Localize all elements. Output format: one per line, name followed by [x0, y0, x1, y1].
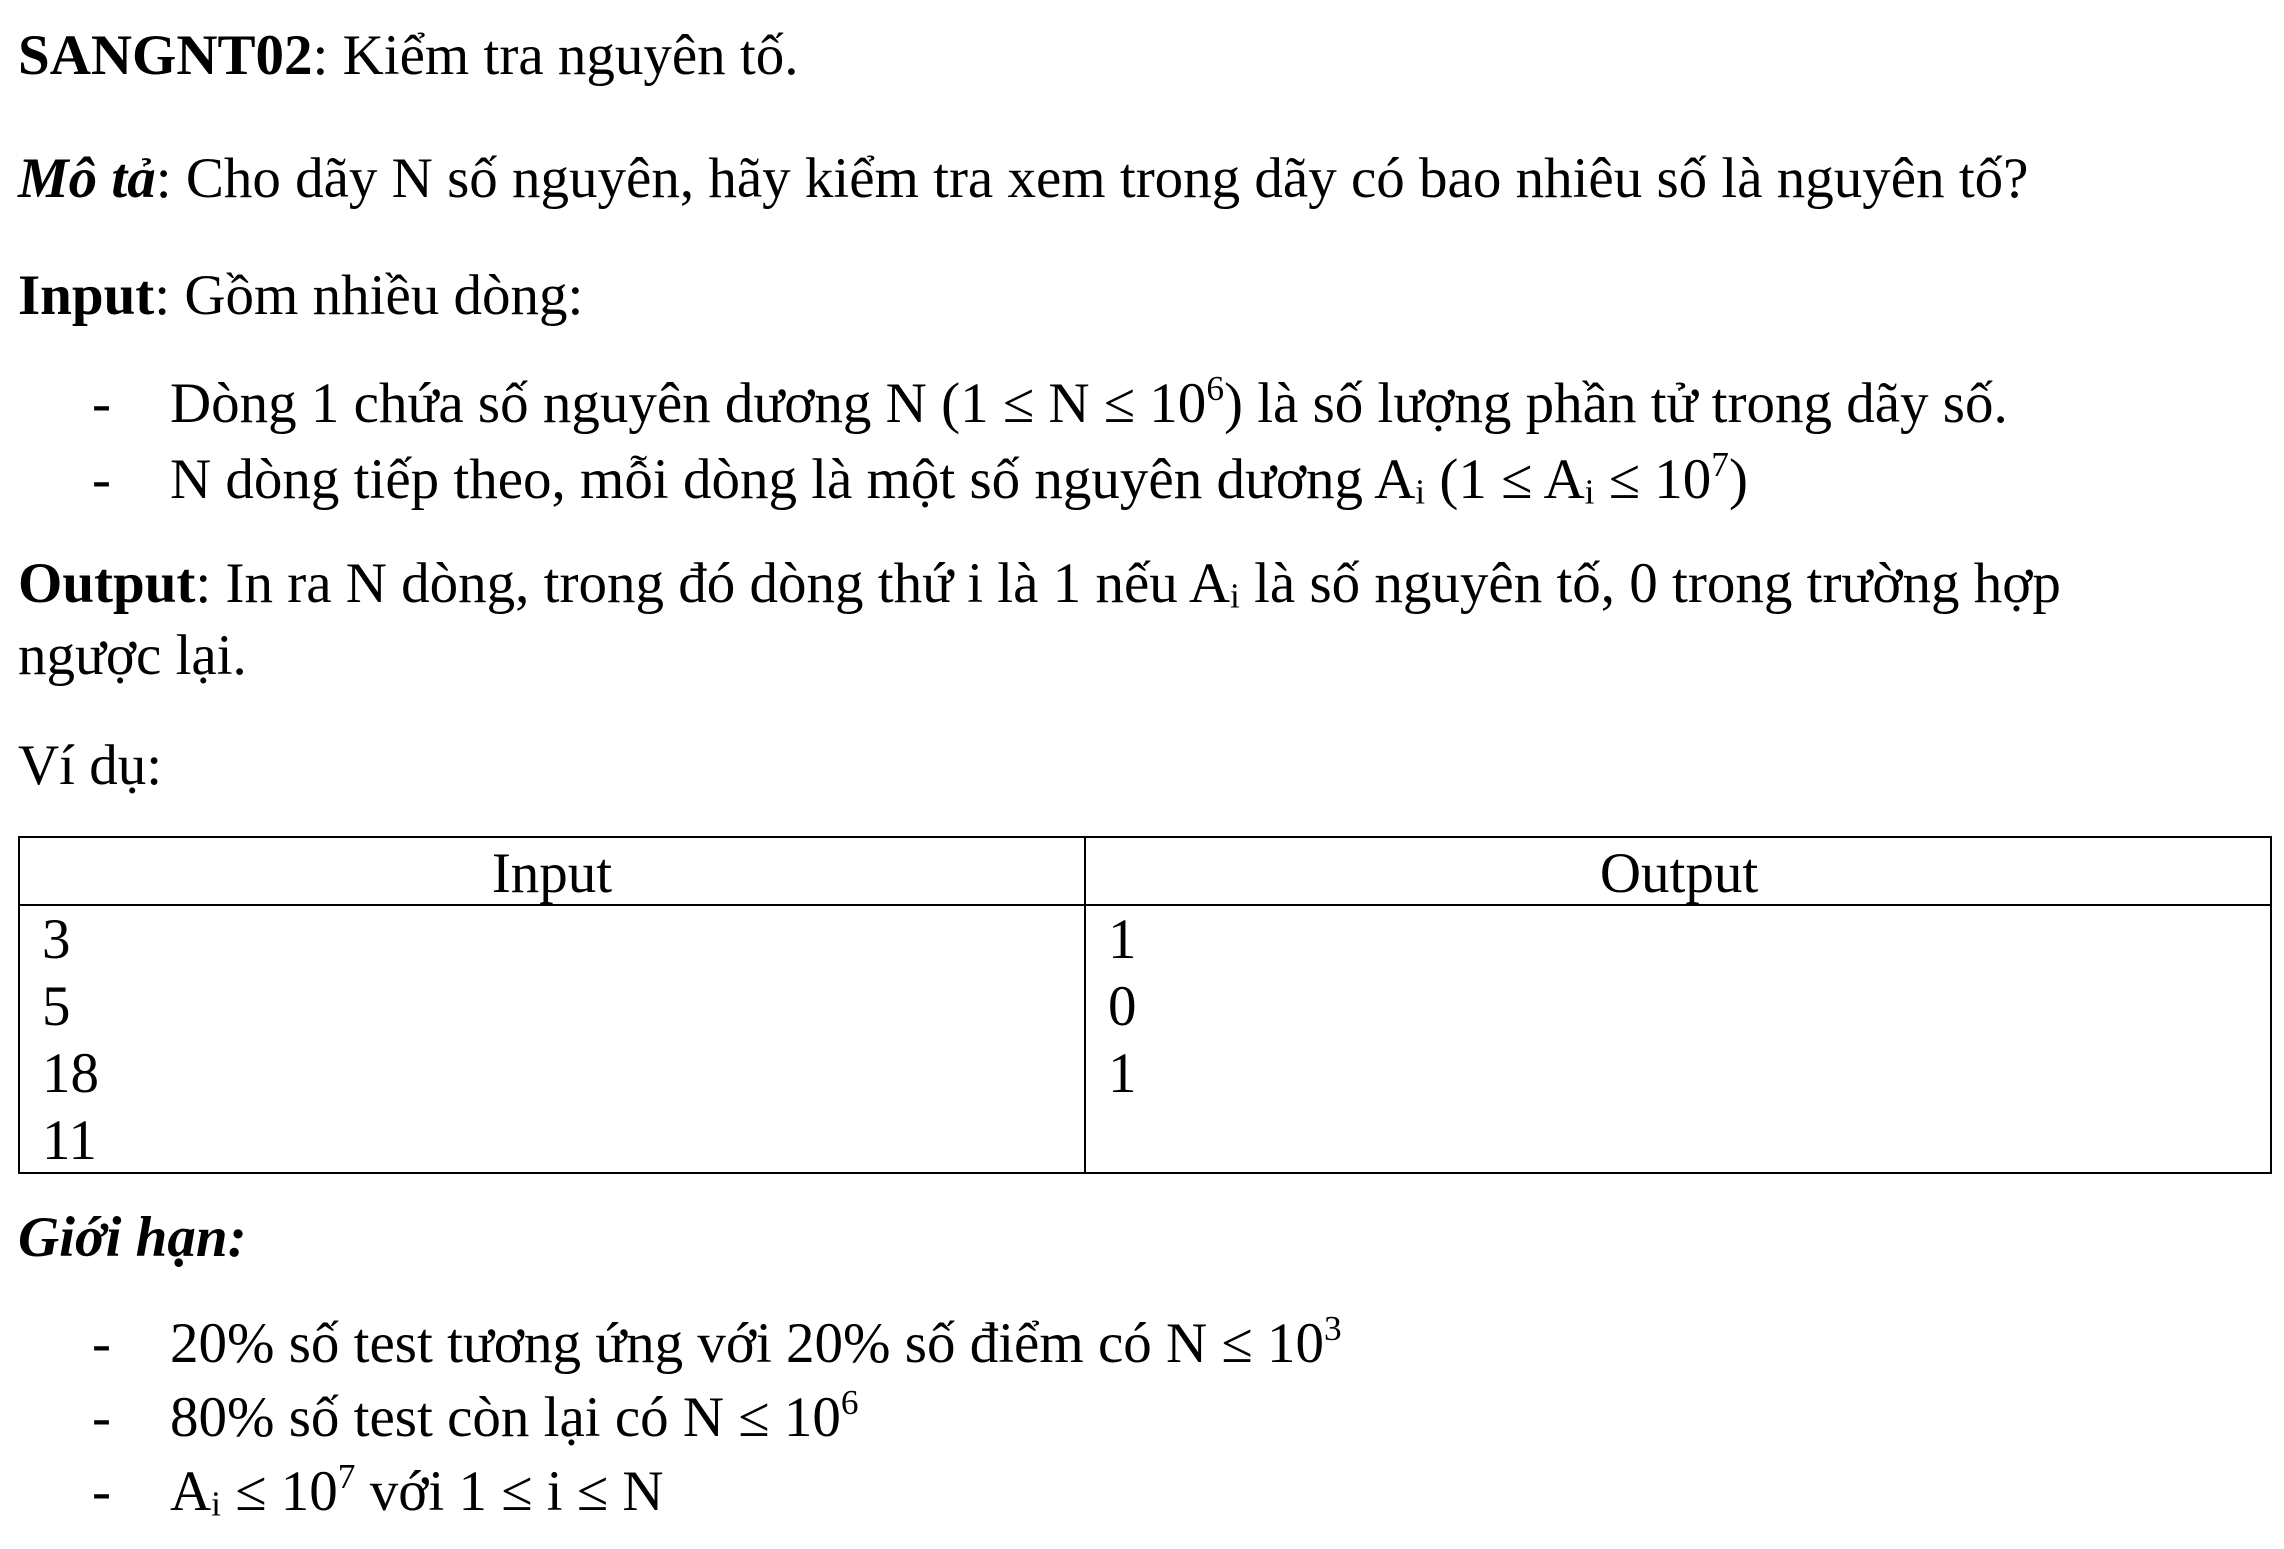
input-cell-line: 5 [42, 975, 71, 1038]
input-bullet-2-text: N dòng tiếp theo, mỗi dòng là một số nguyên dương $A_i$ $(1 \le A_i \le 10^7)$ [170, 445, 1748, 512]
example-label: Ví dụ: [18, 734, 163, 797]
limits-heading [18, 1204, 247, 1272]
output-label: Output [18, 552, 196, 615]
bullet-dash: - [92, 1312, 111, 1375]
output-cell-line: 1 [1108, 1042, 1137, 1105]
input-text: : Gồm nhiều dòng: [154, 264, 584, 327]
limits-label: Giới hạn: [18, 1206, 247, 1269]
output-cell-line: 0 [1108, 975, 1137, 1038]
description [18, 145, 2028, 213]
output-text-line-2: ngược lại. [18, 624, 247, 687]
bullet-dash: - [92, 1460, 111, 1523]
bullet-dash: - [92, 1386, 111, 1449]
description-text: : Cho dãy N số nguyên, hãy kiểm tra xem trong dãy có bao nhiêu số là nguyên tố? [155, 147, 2029, 210]
limit-bullet-1-text: 20% số test tương ứng với 20% số điểm có $N \le 10^3$ [170, 1309, 1342, 1375]
input-label: Input [18, 264, 155, 327]
limit-bullet-2-text: 80% số test còn lại có $N \le 10^6$ [170, 1383, 859, 1449]
problem-title-text: : Kiểm tra nguyên tố. [312, 24, 799, 87]
output-heading: Output: In ra N dòng, trong đó dòng thứ i là 1 nếu $A_i$ là số nguyên tố, 0 trong trường hợp [18, 552, 2061, 616]
input-heading [18, 262, 583, 330]
problem-title [18, 22, 799, 90]
example-table [18, 836, 2272, 1174]
input-cell-line: 3 [42, 908, 71, 971]
table-header-output: Output [1599, 842, 1759, 905]
description-label: Mô tả [18, 147, 156, 210]
input-cell-line: 18 [42, 1042, 99, 1105]
bullet-dash: - [92, 448, 111, 511]
input-cell-line: 11 [42, 1109, 97, 1172]
output-cell-line: 1 [1108, 908, 1137, 971]
bullet-dash: - [92, 372, 111, 435]
table-header-input: Input [491, 842, 613, 905]
input-bullet-1-text: Dòng 1 chứa số nguyên dương N $(1 \le N \le 10^6)$ là số lượng phần tử trong dãy số. [170, 369, 2008, 435]
problem-code: SANGNT02 [18, 24, 313, 87]
limit-bullet-3-text: $A_i \le 10^7$ với 1 ≤ i ≤ N [170, 1457, 664, 1524]
